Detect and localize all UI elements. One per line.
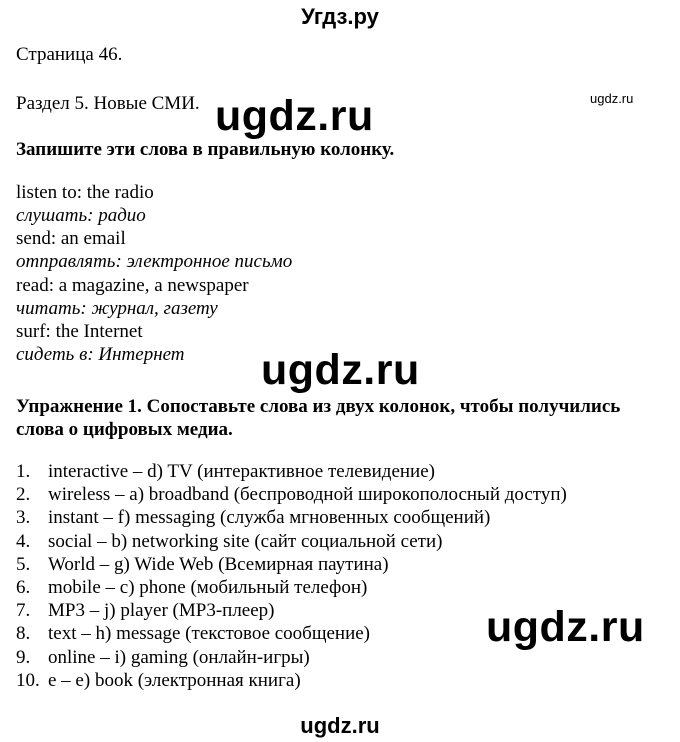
list-item: [16, 669, 567, 692]
item-number: 6.: [16, 577, 31, 599]
exercise-title-continued: слова о цифровых медиа.: [16, 419, 233, 440]
item-number: 1.: [16, 461, 31, 482]
item-number: 5.: [16, 553, 31, 575]
item-text: MP3 – j) player (MP3-плеер): [48, 600, 275, 622]
word-translation: слушать: радио: [16, 205, 146, 226]
exercise-answer-list: [16, 460, 567, 692]
watermark-large: ugdz.ru: [486, 603, 645, 651]
item-number: 2.: [16, 484, 31, 506]
task-instruction: Запишите эти слова в правильную колонку.: [16, 139, 395, 160]
word-translation: сидеть в: Интернет: [16, 344, 185, 365]
list-item: [16, 576, 567, 599]
item-text: instant – f) messaging (служба мгновенных сообщений): [48, 507, 491, 529]
list-item: [16, 530, 567, 553]
word-line: send: an email: [16, 228, 126, 249]
watermark-large: ugdz.ru: [261, 346, 420, 394]
item-number: 10.: [16, 669, 40, 691]
watermark-large: ugdz.ru: [215, 92, 374, 140]
list-item: [16, 506, 567, 529]
item-text: wireless – a) broadband (беспроводной широкополосный доступ): [48, 484, 567, 506]
list-item: [16, 460, 567, 483]
item-text: e – e) book (электронная книга): [48, 669, 301, 691]
item-text: interactive – d) TV (интерактивное телевидение): [48, 461, 435, 482]
item-text: social – b) networking site (сайт социальной сети): [48, 530, 443, 552]
item-number: 7.: [16, 600, 31, 622]
item-number: 4.: [16, 530, 31, 552]
list-item: [16, 646, 567, 669]
list-item: [16, 599, 567, 622]
list-item: [16, 483, 567, 506]
section-title: Раздел 5. Новые СМИ.: [16, 93, 200, 114]
item-text: World – g) Wide Web (Всемирная паутина): [48, 553, 389, 575]
word-translation: отправлять: электронное письмо: [16, 251, 293, 272]
item-number: 3.: [16, 507, 31, 529]
item-text: mobile – c) phone (мобильный телефон): [48, 577, 368, 599]
item-text: text – h) message (текстовое сообщение): [48, 623, 371, 645]
list-item: [16, 622, 567, 645]
word-line: read: a magazine, a newspaper: [16, 275, 249, 296]
item-number: 9.: [16, 646, 31, 668]
list-item: [16, 553, 567, 576]
site-footer-link[interactable]: ugdz.ru: [300, 713, 380, 738]
exercise-title: Упражнение 1. Сопоставьте слова из двух колонок, чтобы получились: [16, 396, 621, 417]
page-number-label: Страница 46.: [16, 44, 123, 65]
word-line: listen to: the radio: [16, 182, 154, 203]
word-line: surf: the Internet: [16, 321, 143, 342]
item-text: online – i) gaming (онлайн-игры): [48, 646, 310, 668]
word-translation: читать: журнал, газету: [16, 298, 218, 319]
site-header-title: Угдз.ру: [301, 4, 379, 29]
item-number: 8.: [16, 623, 31, 645]
watermark-small: ugdz.ru: [590, 91, 634, 106]
